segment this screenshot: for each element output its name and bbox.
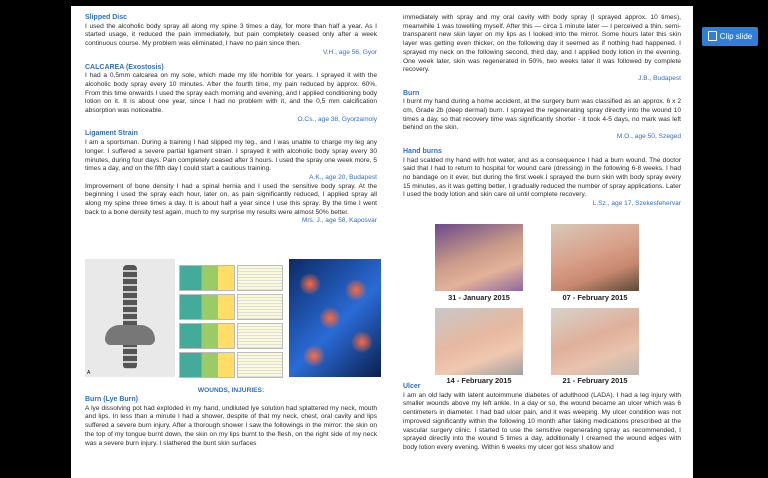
medical-figures <box>85 259 377 377</box>
photo-caption-3: 14 - February 2015 <box>446 376 512 385</box>
bone-density-signature: Mrs. J., age 58, Kaposvar <box>301 217 377 225</box>
burn-signature: M.O., age 50, Szeged <box>616 133 681 141</box>
figure-letter: A <box>87 370 91 376</box>
burn-text: I burnt my hand during a home accident, at the surgery burn was classified as an approx. 6 x 2 cm, Grade 2b (deep dermal) burn. I sprayed the regenerating spray directly into the wound 10 times a day, so that recovery time was significantly shorter - it took 4-5 days, no mark was left behind on the skin. <box>403 98 681 132</box>
lye-burn-signature: J.B., Budapest <box>638 74 681 82</box>
slipped-disc-text: I used the alcoholic body spray all along my spine 3 times a day, for more than half a year. As I started usage, it reduced the pain immediately, but pain completely ceased only after a week continuous course. My problem was eliminated, I have no pain since then. <box>85 22 377 48</box>
lye-burn-section <box>85 396 377 448</box>
burn-photo-2 <box>551 224 639 291</box>
photo-caption-2: 07 - February 2015 <box>562 293 628 302</box>
ulcer-text: I am an old lady with latent autoimmune diabetes of adulthood (LADA). I had a leg injury with smaller wounds above my left ankle. In a day or so, the wound became an ulcer which was 6 centimeters in diameter. I had bad ulcer pain, and it was weeping. My ulcer condition was not improved significantly within the following 10 month after taking medications prescribed at the vascular surgery clinic. I started to use the sensitive regenerating spray as recommended, I sprayed directly into the wound 5 times a day, additionally I creamed the wound edges with body lotion every evening. Within 6 weeks my ulcer got less shallow and <box>403 391 681 451</box>
burn-heading: Burn <box>403 89 420 97</box>
calcarea-signature: O.Cs., age 38, Gyorzamoly <box>297 115 377 123</box>
calcarea-heading: CALCAREA (Exostosis) <box>85 63 164 71</box>
ligament-signature: A.K., age 20, Budapest <box>309 173 377 181</box>
slipped-disc-heading: Slipped Disc <box>85 14 128 21</box>
hand-burns-heading: Hand burns <box>403 147 442 155</box>
lye-burn-continued-text: immediately with spray and my oral cavity with body spray (I sprayed approx. 10 times), meanwhile 1 was towelling myself. After this — circa 1 minute later — I perceived a thin, semi-transparent new skin layer on my lips as I looked into the mirror. Some hours later this skin layer was getting even thicker, on the following day it seemed as if nothing had happened. I sprayed my neck on the following second, third day, and I applied body lotion in the evening. One week later, skin was regenerated in 50%, two weeks later it was followed by complete recovery. <box>403 14 681 74</box>
left-column <box>85 14 377 232</box>
burn-photo-4 <box>551 308 639 375</box>
ulcer-section <box>403 383 681 453</box>
calcarea-text: I had a 0,5mm calcarea on my sole, which made my life horrible for years. I sprayed it with the alcoholic body spray every 10 minutes. After the fourth time, my pain reduced by approx. 60%. From this time onwards I used the spray each morning and evening, and I applied conditioning body lotion on it. It is about one year, since I had no problem with it, and the 0,5 mm calcification absorption was noticeable. <box>85 72 377 115</box>
hand-burns-signature: L.Sz., age 17, Szekesfehervar <box>592 200 681 208</box>
joint-pain-illustration <box>289 259 381 377</box>
ligament-text: I am a sportsman. During a training I had slipped my leg., and I was unable to charge my leg any longer. I suffered a severe partial ligament strain. I sprayed it with alcoholic body spray every 30 minutes, during four days. Pain completely ceased after 3 hours. I used the spray one week more, 5 times a day, and on the fifth day I could start a cautious training. <box>85 139 377 173</box>
ligament-heading: Ligament Strain <box>85 130 138 138</box>
bone-density-charts <box>179 265 235 369</box>
spine-xray-image <box>85 259 175 377</box>
right-column <box>403 14 681 215</box>
slipped-disc-signature: V.H., age 56, Gyor <box>322 48 377 56</box>
lye-burn-text: A lye dissolving pot had exploded in my hand, undiluted lye solution had splattered my neck, mouth and lips. In less than a minute I had a shower, despite of that my neck, chest, oral cavity and lips suffered a severe burn injury. After a thorough shower I saw the followings in the mirror: the skin on the top of my tongue burnt down, the skin on my lips burnt to the flesh, on the right side of my neck was a severe burn injury. I slathered the bunt skin surfaces <box>85 404 377 447</box>
ulcer-heading: Ulcer <box>403 383 421 390</box>
clip-icon <box>708 31 717 41</box>
wounds-section-title: WOUNDS, INJURIES: <box>197 387 265 394</box>
hand-burns-text: I had scalded my hand with hot water, and as a consequence I had a burn wound. The doctor said that I had to return to hospital for wound care (dressing) in the following 6-8 weeks. I had no bandage on it ever, but during the first week I sprayed the burn skin with body spray every 15 minutes, as it was getting better, I gradually reduced the number of spray applications. Later I used the body lotion and skin care oil until complete recovery. <box>403 156 681 199</box>
clip-slide-button[interactable] <box>702 27 758 46</box>
burn-photo-1 <box>435 224 523 291</box>
bone-density-text: Improvement of bone density I had a spinal hernia and I used the sensitive body spray. At the beginning I used the spray each hour, later on, as pain significantly reduced, I applied spray all along my spine three times a day. It is about half a year since I use this spray. By the time I went back to a bone density test again, much to my surprise my results were almost 50% better. <box>85 182 377 216</box>
burn-photo-3 <box>435 308 523 375</box>
bone-density-tables <box>237 265 283 369</box>
clip-slide-label: Clip slide <box>719 32 753 41</box>
photo-caption-4: 21 - February 2015 <box>562 376 628 385</box>
lye-burn-heading: Burn (Lye Burn) <box>85 396 139 403</box>
photo-caption-1: 31 - January 2015 <box>448 293 510 302</box>
document-page <box>71 6 693 478</box>
